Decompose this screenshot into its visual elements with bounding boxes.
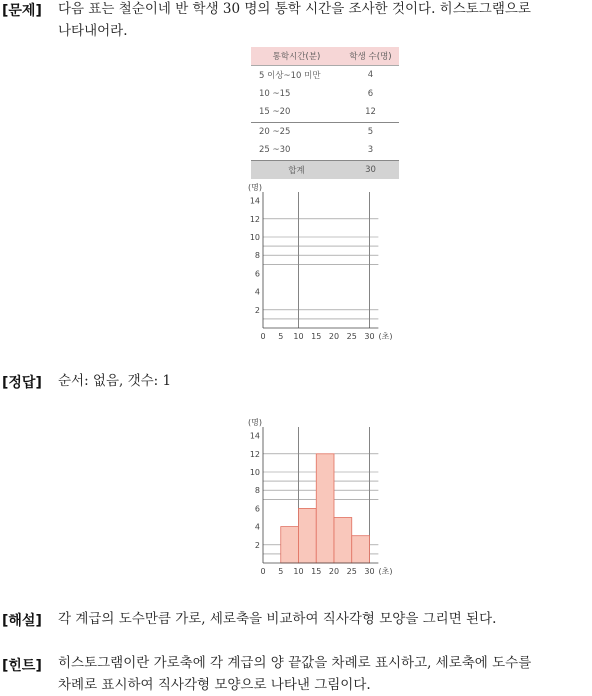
x-tick-label: 0 bbox=[260, 332, 266, 340]
explanation-text: 각 계급의 도수만큼 가로, 세로축을 비교하여 직사각형 모양을 그리면 된다. bbox=[58, 611, 497, 627]
histogram-bar bbox=[334, 518, 352, 564]
y-tick-label: 2 bbox=[254, 540, 260, 550]
y-tick-label: 12 bbox=[249, 449, 260, 459]
x-axis-label: (초) bbox=[378, 567, 393, 575]
x-axis-label: (초) bbox=[378, 332, 393, 340]
table-header-row bbox=[251, 47, 399, 66]
table-row bbox=[251, 66, 399, 85]
y-axis-label: (명) bbox=[248, 418, 262, 427]
hint-label: [힌트] bbox=[2, 658, 42, 674]
table-cell-range: 15 ~20 bbox=[251, 103, 342, 122]
table-row bbox=[251, 122, 399, 141]
y-tick-label: 4 bbox=[254, 522, 260, 532]
x-tick-label: 20 bbox=[328, 332, 340, 340]
frequency-table bbox=[251, 47, 399, 179]
answer-histogram bbox=[246, 415, 411, 575]
hint-text-line1: 히스토그램이란 가로축에 각 계급의 양 끝값을 차례로 표시하고, 세로축에 도수를 bbox=[58, 655, 532, 671]
x-tick-label: 25 bbox=[346, 332, 357, 340]
histogram-bar bbox=[316, 454, 334, 563]
hint-text-line2: 차례로 표시하여 직사각형 모양으로 나타낸 그림이다. bbox=[58, 677, 371, 693]
y-tick-label: 4 bbox=[254, 287, 260, 297]
x-tick-label: 5 bbox=[278, 332, 284, 340]
table-total-label: 합계 bbox=[251, 160, 342, 179]
y-tick-label: 8 bbox=[254, 251, 260, 261]
problem-text-line2: 나타내어라. bbox=[58, 23, 128, 39]
answer-text: 순서: 없음, 갯수: 1 bbox=[58, 373, 172, 389]
x-tick-label: 10 bbox=[293, 332, 304, 340]
y-tick-label: 6 bbox=[254, 504, 260, 514]
y-tick-label: 14 bbox=[249, 431, 260, 441]
histogram-bar bbox=[281, 527, 299, 563]
y-tick-label: 12 bbox=[249, 214, 260, 224]
y-tick-label: 14 bbox=[249, 196, 260, 206]
answer-label: [정답] bbox=[2, 375, 42, 391]
x-tick-label: 15 bbox=[311, 332, 322, 340]
problem-text-line1: 다음 표는 철순이네 반 학생 30 명의 통학 시간을 조사한 것이다. 히스토그램으로 bbox=[58, 1, 531, 17]
table-cell-count: 12 bbox=[342, 103, 399, 122]
x-tick-label: 20 bbox=[328, 567, 340, 575]
table-total-value: 30 bbox=[342, 160, 399, 179]
x-tick-label: 30 bbox=[364, 567, 375, 575]
y-axis-label: (명) bbox=[248, 183, 262, 192]
table-row bbox=[251, 141, 399, 160]
table-row bbox=[251, 103, 399, 122]
table-cell-count: 3 bbox=[367, 145, 374, 156]
y-tick-label: 8 bbox=[254, 486, 260, 496]
table-cell-range: 25 ~30 bbox=[259, 145, 291, 156]
x-tick-label: 10 bbox=[293, 567, 304, 575]
table-header-count: 학생 수(명) bbox=[342, 47, 399, 66]
x-tick-label: 15 bbox=[311, 567, 322, 575]
histogram-bar bbox=[299, 508, 317, 563]
y-tick-label: 6 bbox=[254, 269, 260, 279]
table-cell-count: 4 bbox=[367, 70, 374, 81]
table-cell-range: 10 ~15 bbox=[259, 88, 291, 99]
x-tick-label: 5 bbox=[278, 567, 284, 575]
y-tick-label: 10 bbox=[249, 233, 260, 242]
empty-histogram-grid bbox=[246, 180, 411, 340]
histogram-bar bbox=[352, 536, 370, 563]
table-cell-range: 20 ~25 bbox=[259, 126, 291, 137]
x-tick-label: 25 bbox=[346, 567, 357, 575]
x-tick-label: 0 bbox=[260, 567, 266, 575]
table-cell-count: 5 bbox=[367, 126, 374, 137]
y-tick-label: 2 bbox=[254, 305, 260, 315]
table-header-time: 통학시간(분) bbox=[251, 47, 342, 66]
x-tick-label: 30 bbox=[364, 332, 375, 340]
table-total-row bbox=[251, 160, 399, 179]
table-cell-count: 6 bbox=[367, 88, 374, 99]
table-row bbox=[251, 85, 399, 104]
table-cell-range: 5 이상~10 미만 bbox=[259, 71, 321, 82]
explanation-label: [해설] bbox=[2, 613, 42, 629]
problem-label: [문제] bbox=[2, 3, 42, 19]
y-tick-label: 10 bbox=[249, 468, 260, 477]
